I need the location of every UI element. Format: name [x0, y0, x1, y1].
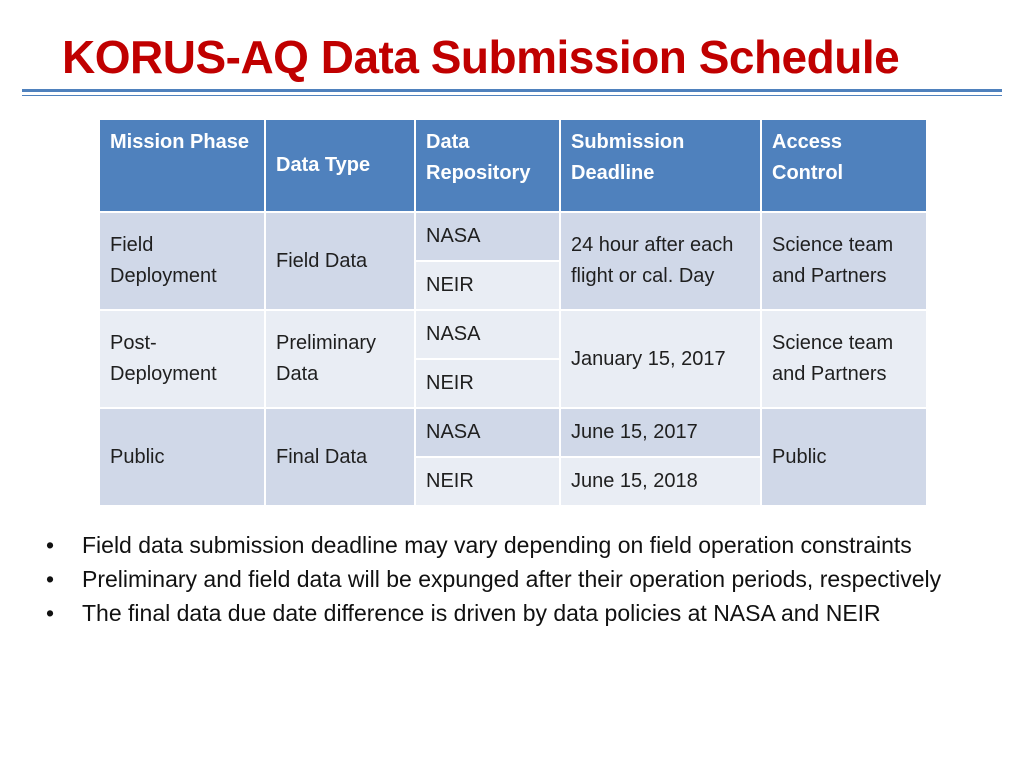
title-divider	[22, 89, 1002, 92]
cell-data-type: Preliminary Data	[265, 310, 415, 408]
header-data-type: Data Type	[265, 119, 415, 212]
cell-data-type: Field Data	[265, 212, 415, 310]
note-text: Preliminary and field data will be expunged after their operation periods, respectively	[82, 566, 942, 592]
table-row	[99, 310, 927, 359]
note-text: The final data due date difference is driven by data policies at NASA and NEIR	[82, 600, 881, 626]
cell-data-type: Final Data	[265, 408, 415, 506]
table-row	[99, 212, 927, 261]
cell-repository: NASA	[415, 310, 560, 359]
cell-access: Science team and Partners	[761, 212, 927, 310]
notes-list	[46, 528, 996, 630]
title-divider-thin	[22, 95, 1002, 96]
cell-repository: NASA	[415, 212, 560, 261]
cell-repository: NEIR	[415, 359, 560, 408]
cell-deadline: January 15, 2017	[560, 310, 761, 408]
cell-repository: NASA	[415, 408, 560, 457]
cell-phase: Field Deployment	[99, 212, 265, 310]
header-mission-phase: Mission Phase	[99, 119, 265, 212]
table-row	[99, 408, 927, 457]
schedule-table	[98, 118, 928, 507]
cell-phase: Post-Deployment	[99, 310, 265, 408]
cell-deadline: 24 hour after each flight or cal. Day	[560, 212, 761, 310]
cell-repository: NEIR	[415, 457, 560, 506]
cell-phase: Public	[99, 408, 265, 506]
bullet-icon: •	[46, 532, 55, 558]
table-header-row	[99, 119, 927, 212]
cell-deadline: June 15, 2017	[560, 408, 761, 457]
header-data-repository: Data Repository	[415, 119, 560, 212]
cell-repository: NEIR	[415, 261, 560, 310]
cell-access: Public	[761, 408, 927, 506]
slide-title: KORUS-AQ Data Submission Schedule	[62, 31, 900, 83]
cell-deadline: June 15, 2018	[560, 457, 761, 506]
cell-access: Science team and Partners	[761, 310, 927, 408]
header-access-control: Access Control	[761, 119, 927, 212]
note-text: Field data submission deadline may vary depending on field operation constraints	[82, 532, 912, 558]
list-item	[46, 528, 996, 562]
bullet-icon: •	[46, 566, 55, 592]
list-item	[46, 596, 996, 630]
header-submission-deadline: Submission Deadline	[560, 119, 761, 212]
list-item	[46, 562, 996, 596]
bullet-icon: •	[46, 600, 55, 626]
